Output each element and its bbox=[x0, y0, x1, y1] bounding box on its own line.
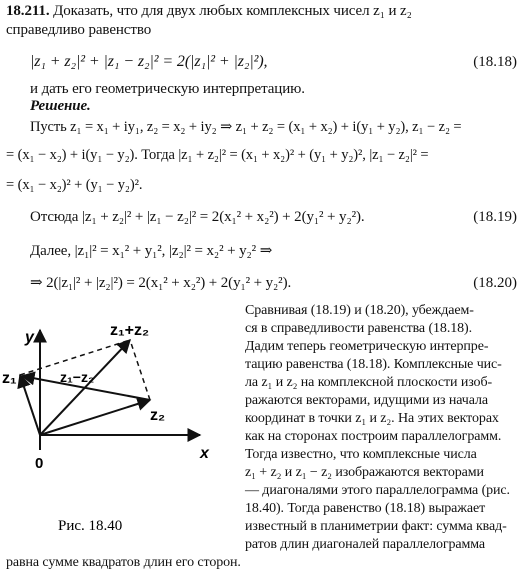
right-column-text bbox=[245, 302, 525, 554]
equation-18-19-number: (18.19) bbox=[473, 209, 517, 225]
equation-18-20-number: (18.20) bbox=[473, 275, 517, 291]
right-col-line: ла z₁ и z₂ на комплексной плоскости изоб- bbox=[245, 375, 493, 390]
label-z1: z₁ bbox=[2, 370, 17, 387]
right-col-line: координат в точки z₁ и z₂. На этих векторах bbox=[245, 411, 499, 426]
right-col-line: z₁ + z₂ и z₁ − z₂ изображаются векторами bbox=[245, 465, 484, 480]
right-col-line: ся в справедливости равенства (18.18). bbox=[245, 321, 472, 336]
problem-statement-line1: Доказать, что для двух любых комплексных чисел z₁ и z₂ bbox=[49, 3, 412, 19]
right-col-line: ратов длин диагоналей параллелограмма bbox=[245, 537, 486, 552]
right-col-line: известный в планиметрии факт: сумма квад- bbox=[245, 519, 507, 534]
right-col-line: тацию равенства (18.18). Комплексные чис- bbox=[245, 357, 502, 372]
problem-statement-line2: справедливо равенство bbox=[6, 22, 152, 38]
vector-z1 bbox=[20, 375, 40, 435]
right-col-line: 18.40). Тогда равенство (18.18) выражает bbox=[245, 501, 486, 516]
right-col-line: Тогда известно, что комплексные числа bbox=[245, 447, 477, 462]
text-line-4: Отсюда |z₁ + z₂|² + |z₁ − z₂|² = 2(x₁² + x₂²) + 2(y₁² + y₂²). bbox=[30, 209, 365, 225]
equation-18-18: |z₁ + z₂|² + |z₁ − z₂|² = 2(|z₁|² + |z₂|²), bbox=[30, 53, 268, 70]
figure-caption: Рис. 18.40 bbox=[58, 518, 123, 534]
label-y: y bbox=[25, 329, 34, 346]
right-col-line: Сравнивая (18.19) и (18.20), убеждаем- bbox=[245, 303, 474, 318]
text-line-6: ⇒ 2(|z₁|² + |z₂|²) = 2(x₁² + x₂²) + 2(y₁² + y₂²). bbox=[30, 275, 292, 291]
problem-heading bbox=[6, 2, 412, 20]
figure-18-40 bbox=[0, 300, 240, 550]
problem-number: 18.211. bbox=[6, 3, 50, 19]
text-line-2: = (x₁ − x₂) + i(y₁ − y₂). Тогда |z₁ + z₂|² = (x₁ + x₂)² + (y₁ + y₂)², |z₁ − z₂|² = bbox=[6, 147, 429, 163]
text-line-3: = (x₁ − x₂)² + (y₁ − y₂)². bbox=[6, 177, 143, 193]
right-col-line: — диагоналями этого параллелограмма (рис. bbox=[245, 483, 510, 498]
parallelogram-side bbox=[130, 340, 150, 400]
label-z2: z₂ bbox=[150, 407, 166, 424]
label-origin: 0 bbox=[35, 455, 44, 472]
solution-label: Решение. bbox=[30, 98, 91, 114]
text-line-1: Пусть z₁ = x₁ + iy₁, z₂ = x₂ + iy₂ ⇒ z₁ + z₂ = (x₁ + x₂) + i(y₁ + y₂), z₁ − z₂ = bbox=[30, 119, 462, 135]
right-col-line: как на сторонах построим параллелограмм. bbox=[245, 429, 502, 444]
label-x: x bbox=[200, 445, 209, 462]
right-col-line: Дадим теперь геометрическую интерпре- bbox=[245, 339, 489, 354]
equation-18-18-number: (18.18) bbox=[473, 54, 517, 70]
last-line: равна сумме квадратов длин его сторон. bbox=[6, 555, 241, 570]
intro-after: и дать его геометрическую интерпретацию. bbox=[30, 81, 305, 97]
label-sum: z₁+z₂ bbox=[110, 322, 150, 339]
right-col-line: ражаются векторами, идущими из начала bbox=[245, 393, 488, 408]
label-diff: z₁−z₂ bbox=[60, 369, 95, 385]
text-line-5: Далее, |z₁|² = x₁² + y₁², |z₂|² = x₂² + y₂² ⇒ bbox=[30, 243, 273, 259]
